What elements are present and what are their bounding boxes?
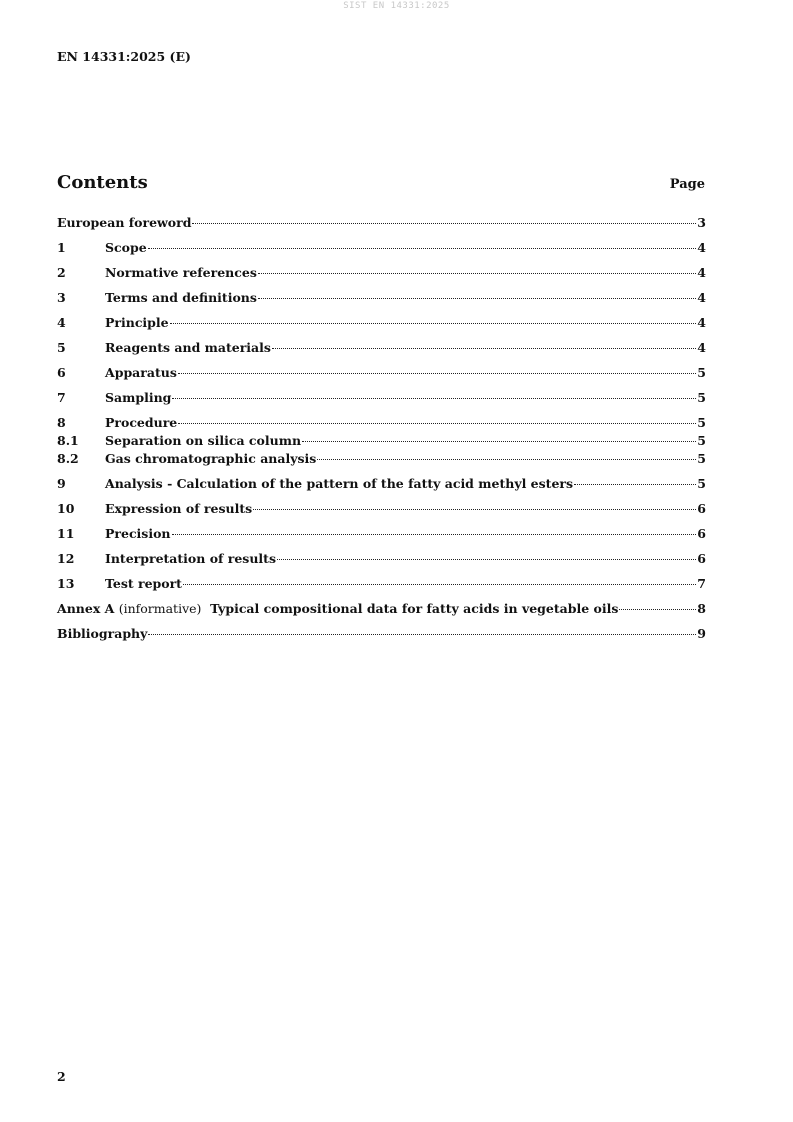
toc-entry-number: 6 [57,365,66,380]
toc-entry-page: 4 [697,240,706,255]
toc-entry-number: 4 [57,315,66,330]
toc-entry-title: Test report [105,576,182,591]
dot-leader [178,423,696,424]
toc-entry-number: 5 [57,340,66,355]
toc-entry-number: 10 [57,501,75,516]
toc-entry-interpretation-of-results[interactable] [57,550,706,568]
toc-entry-principle[interactable] [57,314,706,332]
toc-entry-page: 5 [697,415,706,430]
annex-title: Typical compositional data for fatty acids in vegetable oils [210,601,619,616]
toc-entry-page: 4 [697,315,706,330]
toc-entry-annex-a[interactable] [57,600,706,618]
dot-leader [170,323,697,324]
contents-heading: Contents [57,172,148,193]
toc-entry-test-report[interactable] [57,575,706,593]
toc-entry-page: 5 [697,390,706,405]
annex-label: Annex A [57,601,115,616]
toc-entry-number: 12 [57,551,75,566]
toc-entry-reagents-and-materials[interactable] [57,339,706,357]
toc-entry-title: Reagents and materials [105,340,271,355]
toc-entry-sampling[interactable] [57,389,706,407]
toc-entry-title: Principle [105,315,169,330]
toc-entry-title: Separation on silica column [105,433,302,448]
toc-entry-page: 5 [697,433,706,448]
toc-entry-title: Interpretation of results [105,551,276,566]
toc-entry-page: 5 [697,476,706,491]
dot-leader [619,609,696,610]
toc-entry-gas-chromatographic-analysis[interactable] [57,450,706,468]
toc-entry-number: 7 [57,390,66,405]
toc-entry-title: Expression of results [105,501,253,516]
table-of-contents [57,214,706,643]
toc-entry-number: 3 [57,290,66,305]
toc-entry-procedure[interactable] [57,414,706,432]
dot-leader [178,373,696,374]
toc-entry-scope[interactable] [57,239,706,257]
dot-leader [183,584,696,585]
toc-entry-number: 11 [57,526,75,541]
dot-leader [277,559,696,560]
dot-leader [172,534,697,535]
toc-entry-title: Terms and definitions [105,290,257,305]
toc-entry-page: 8 [697,601,706,616]
annex-note: (informative) [118,601,202,616]
toc-entry-title: Bibliography [57,626,148,641]
toc-entry-separation-on-silica-column[interactable] [57,432,706,450]
toc-entry-page: 4 [697,290,706,305]
toc-entry-page: 6 [697,526,706,541]
toc-entry-title: Sampling [105,390,172,405]
toc-entry-number: 8.2 [57,451,79,466]
toc-entry-bibliography[interactable] [57,625,706,643]
toc-entry-title: Analysis - Calculation of the pattern of the fatty acid methyl esters [105,476,574,491]
toc-entry-title: European foreword [57,215,192,230]
toc-entry-page: 6 [697,501,706,516]
toc-entry-page: 3 [697,215,706,230]
toc-entry-terms-and-definitions[interactable] [57,289,706,307]
dot-leader [317,459,696,460]
toc-entry-number: 8.1 [57,433,79,448]
toc-entry-number: 1 [57,240,66,255]
toc-entry-precision[interactable] [57,525,706,543]
watermark: SIST EN 14331:2025 [343,1,450,11]
toc-entry-apparatus[interactable] [57,364,706,382]
dot-leader [258,273,696,274]
toc-entry-number: 13 [57,576,75,591]
toc-entry-title [57,600,618,618]
dot-leader [253,509,696,510]
toc-entry-title: Gas chromatographic analysis [105,451,317,466]
toc-entry-normative-references[interactable] [57,264,706,282]
toc-entry-title: Procedure [105,415,178,430]
toc-entry-page: 4 [697,265,706,280]
page-number: 2 [57,1069,66,1084]
toc-entry-european-foreword[interactable] [57,214,706,232]
dot-leader [258,298,696,299]
dot-leader [148,634,696,635]
document-id: EN 14331:2025 (E) [57,49,191,64]
toc-entry-title: Scope [105,240,147,255]
toc-entry-expression-of-results[interactable] [57,500,706,518]
dot-leader [272,348,696,349]
toc-entry-page: 5 [697,365,706,380]
toc-entry-title: Apparatus [105,365,177,380]
toc-entry-analysis[interactable] [57,475,706,493]
page-column-heading: Page [669,177,705,192]
dot-leader [192,223,696,224]
toc-entry-number: 9 [57,476,66,491]
dot-leader [172,398,696,399]
toc-entry-page: 4 [697,340,706,355]
toc-entry-page: 7 [697,576,706,591]
dot-leader [302,441,696,442]
dot-leader [148,248,697,249]
toc-entry-page: 9 [697,626,706,641]
toc-entry-title: Precision [105,526,171,541]
dot-leader [574,484,696,485]
toc-entry-page: 6 [697,551,706,566]
toc-entry-number: 2 [57,265,66,280]
toc-entry-number: 8 [57,415,66,430]
toc-entry-page: 5 [697,451,706,466]
toc-entry-title: Normative references [105,265,257,280]
